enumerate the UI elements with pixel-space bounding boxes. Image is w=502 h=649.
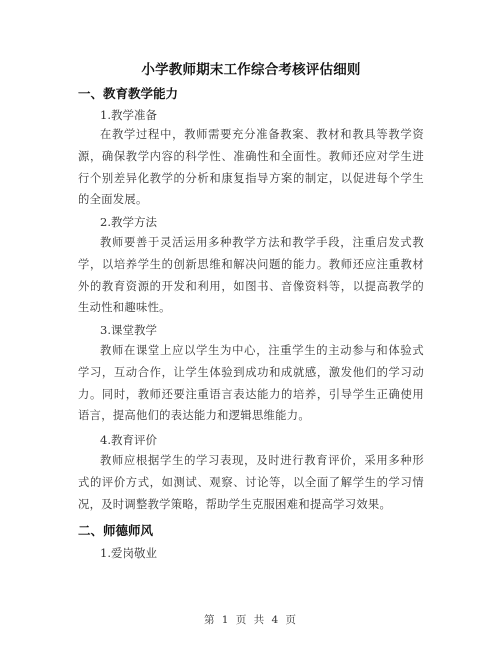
section-heading-2: 二、师德师风 <box>78 523 154 538</box>
page-footer: 第 1 页 共 4 页 <box>203 614 299 626</box>
subheading-1-3: 3.课堂教学 <box>100 323 157 337</box>
subheading-1-1: 1.教学准备 <box>100 108 157 122</box>
subheading-1-2: 2.教学方法 <box>100 215 157 229</box>
paragraph-1-1: 在教学过程中，教师需要充分准备教案、教材和教具等教学资源，确保教学内容的科学性、准确性和全面性。教师还应对学生进行个别差异化教学的分析和康复指导方案的制定，以促进每个学生的全面发展。 <box>78 128 424 207</box>
paragraph-1-2: 教师要善于灵活运用多种教学方法和教学手段，注重启发式教学，以培养学生的创新思维和解决问题的能力。教师还应注重教材外的教育资源的开发和利用，如图书、音像资料等，以提高教学的生动性和趣味性。 <box>78 236 424 315</box>
subheading-2-1: 1.爱岗敬业 <box>100 546 157 560</box>
page-title: 小学教师期末工作综合考核评估细则 <box>141 62 361 78</box>
paragraph-1-3: 教师在课堂上应以学生为中心，注重学生的主动参与和体验式学习，互动合作，让学生体验到成功和成就感，激发他们的学习动力。同时，教师还要注重语言表达能力的培养，引导学生正确使用语言，提高他们的表达能力和逻辑思维能力。 <box>78 344 424 423</box>
section-heading-1: 一、教育教学能力 <box>78 86 179 101</box>
paragraph-1-4: 教师应根据学生的学习表现，及时进行教育评价，采用多种形式的评价方式，如测试、观察、讨论等，以全面了解学生的学习情况，及时调整教学策略，帮助学生克服困难和提高学习效果。 <box>78 454 424 511</box>
subheading-1-4: 4.教育评价 <box>100 433 157 447</box>
